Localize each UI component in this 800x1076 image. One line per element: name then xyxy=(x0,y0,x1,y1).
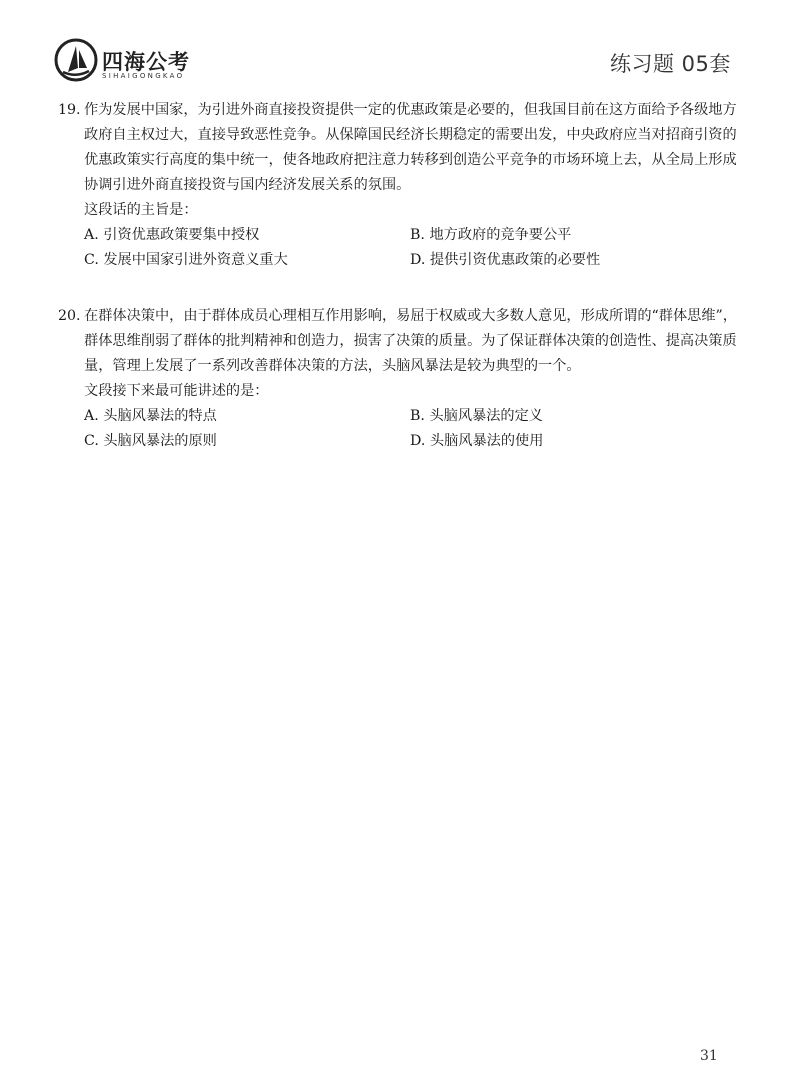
option-list xyxy=(84,223,748,273)
option-d: D. 提供引资优惠政策的必要性 xyxy=(410,252,601,268)
question-stem xyxy=(58,304,748,379)
option-list xyxy=(84,404,748,454)
option-c: C. 发展中国家引进外资意义重大 xyxy=(84,252,288,268)
question-19 xyxy=(58,98,748,273)
question-stem xyxy=(58,98,748,198)
brand-logo xyxy=(54,38,204,86)
practice-set-label: 练习题 05套 xyxy=(610,52,731,76)
sail-logo-icon xyxy=(54,38,98,82)
page-header xyxy=(0,0,800,100)
option-d: D. 头脑风暴法的使用 xyxy=(410,433,544,449)
question-number: 20. xyxy=(58,308,81,324)
page-number: 31 xyxy=(700,1048,718,1064)
brand-subtitle: SIHAIGONGKAO xyxy=(102,72,185,80)
option-b: B. 头脑风暴法的定义 xyxy=(410,408,543,424)
option-c: C. 头脑风暴法的原则 xyxy=(84,433,217,449)
question-text: 作为发展中国家，为引进外商直接投资提供一定的优惠政策是必要的，但我国目前在这方面给予各级地方政府自主权过大，直接导致恶性竞争。从保障国民经济长期稳定的需要出发，中央政府应当对招商引资的优惠政策实行高度的集中统一，使各地政府把注意力转移到创造公平竞争的市场环境上去，从全局上形成协调引进外商直接投资与国内经济发展关系的氛围。 xyxy=(84,102,737,193)
question-prompt: 文段接下来最可能讲述的是： xyxy=(84,383,269,399)
brand-name: 四海公考 xyxy=(102,50,190,74)
question-number: 19. xyxy=(58,102,81,118)
question-20 xyxy=(58,304,748,454)
question-text: 在群体决策中，由于群体成员心理相互作用影响，易屈于权威或大多数人意见，形成所谓的“群体思维”，群体思维削弱了群体的批判精神和创造力，损害了决策的质量。为了保证群体决策的创造性、提高决策质量，管理上发展了一系列改善群体决策的方法，头脑风暴法是较为典型的一个。 xyxy=(84,308,737,374)
question-prompt: 这段话的主旨是： xyxy=(84,202,198,218)
option-a: A. 头脑风暴法的特点 xyxy=(84,408,217,424)
option-a: A. 引资优惠政策要集中授权 xyxy=(84,227,260,243)
option-b: B. 地方政府的竞争要公平 xyxy=(410,227,572,243)
